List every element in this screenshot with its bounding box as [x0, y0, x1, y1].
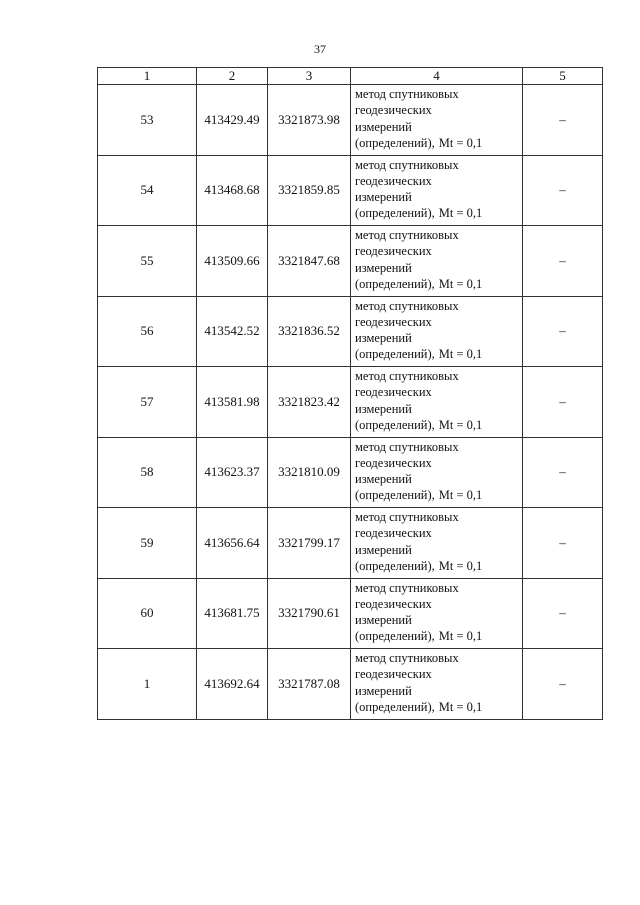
- method-cell: [351, 578, 523, 649]
- coordinates-table: [97, 67, 603, 720]
- method-text-line: измерений: [355, 119, 412, 134]
- note-cell: [523, 155, 603, 226]
- point-number-cell: 59: [98, 508, 197, 579]
- method-text-line: измерений: [355, 613, 412, 628]
- note-dash: –: [559, 464, 566, 480]
- table-row: [98, 367, 603, 438]
- x-coordinate-cell: 413581.98: [197, 367, 268, 438]
- x-coordinate-cell: 413681.75: [197, 578, 268, 649]
- accuracy-value: Mt = 0,1: [438, 347, 483, 362]
- y-coordinate-cell: 3321790.61: [268, 578, 351, 649]
- method-last-line: [355, 346, 520, 362]
- method-text-line: измерений: [355, 331, 412, 346]
- y-coordinate-cell: 3321823.42: [268, 367, 351, 438]
- table-row: [98, 155, 603, 226]
- method-text-line: геодезических: [355, 314, 432, 329]
- method-last-line: [355, 276, 520, 292]
- x-coordinate-cell: 413692.64: [197, 649, 268, 720]
- method-text-line: метод спутниковых: [355, 87, 459, 101]
- note-cell: [523, 226, 603, 297]
- method-text-line: (определений),: [355, 276, 435, 291]
- method-last-line: [355, 558, 520, 574]
- note-cell: [523, 296, 603, 367]
- method-text-line: измерений: [355, 683, 412, 698]
- method-text-line: измерений: [355, 260, 412, 275]
- method-cell: [351, 649, 523, 720]
- method-text-line: (определений),: [355, 699, 435, 714]
- table-row: [98, 226, 603, 297]
- note-dash: –: [559, 534, 566, 550]
- table-row: [98, 296, 603, 367]
- column-header: 5: [523, 68, 603, 85]
- table-row: [98, 85, 603, 156]
- note-cell: [523, 649, 603, 720]
- point-number-cell: 60: [98, 578, 197, 649]
- y-coordinate-cell: 3321859.85: [268, 155, 351, 226]
- y-coordinate-cell: 3321873.98: [268, 85, 351, 156]
- method-last-line: [355, 699, 520, 715]
- note-dash: –: [559, 393, 566, 409]
- note-dash: –: [559, 605, 566, 621]
- method-last-line: [355, 417, 520, 433]
- method-text-line: метод спутниковых: [355, 651, 459, 665]
- method-text-line: метод спутниковых: [355, 298, 459, 313]
- method-text-line: геодезических: [355, 103, 432, 118]
- table-header-row: [98, 68, 603, 85]
- table-body: [98, 85, 603, 720]
- column-header: 3: [268, 68, 351, 85]
- method-cell: [351, 155, 523, 226]
- y-coordinate-cell: 3321799.17: [268, 508, 351, 579]
- method-last-line: [355, 628, 520, 644]
- column-header: 2: [197, 68, 268, 85]
- page-number: 37: [314, 42, 326, 56]
- point-number-cell: 54: [98, 155, 197, 226]
- method-text-line: метод спутниковых: [355, 439, 459, 454]
- accuracy-value: Mt = 0,1: [438, 558, 483, 573]
- method-text-line: геодезических: [355, 455, 432, 470]
- column-header: 1: [98, 68, 197, 85]
- accuracy-value: Mt = 0,1: [438, 488, 483, 503]
- method-text-line: (определений),: [355, 417, 435, 432]
- method-text-line: (определений),: [355, 488, 435, 503]
- method-text-line: метод спутниковых: [355, 580, 459, 595]
- x-coordinate-cell: 413429.49: [197, 85, 268, 156]
- method-text-line: метод спутниковых: [355, 369, 459, 383]
- accuracy-value: Mt = 0,1: [438, 699, 483, 714]
- accuracy-value: Mt = 0,1: [438, 135, 483, 150]
- x-coordinate-cell: 413468.68: [197, 155, 268, 226]
- method-cell: [351, 226, 523, 297]
- method-text-line: измерений: [355, 401, 412, 416]
- method-text-line: (определений),: [355, 206, 435, 221]
- method-text-line: (определений),: [355, 135, 435, 150]
- note-cell: [523, 578, 603, 649]
- accuracy-value: Mt = 0,1: [438, 629, 483, 644]
- accuracy-value: Mt = 0,1: [438, 206, 483, 221]
- method-text-line: (определений),: [355, 558, 435, 573]
- method-cell: [351, 508, 523, 579]
- note-cell: [523, 508, 603, 579]
- method-last-line: [355, 135, 520, 151]
- note-dash: –: [559, 252, 566, 268]
- table-row: [98, 578, 603, 649]
- point-number-cell: 56: [98, 296, 197, 367]
- note-dash: –: [559, 182, 566, 198]
- accuracy-value: Mt = 0,1: [438, 276, 483, 291]
- y-coordinate-cell: 3321810.09: [268, 437, 351, 508]
- note-dash: –: [559, 323, 566, 339]
- y-coordinate-cell: 3321787.08: [268, 649, 351, 720]
- method-text-line: (определений),: [355, 347, 435, 362]
- note-cell: [523, 367, 603, 438]
- method-last-line: [355, 205, 520, 221]
- point-number-cell: 57: [98, 367, 197, 438]
- table-row: [98, 508, 603, 579]
- y-coordinate-cell: 3321836.52: [268, 296, 351, 367]
- method-text-line: геодезических: [355, 173, 432, 188]
- point-number-cell: 53: [98, 85, 197, 156]
- method-text-line: (определений),: [355, 629, 435, 644]
- column-header: 4: [351, 68, 523, 85]
- method-text-line: геодезических: [355, 385, 432, 400]
- method-cell: [351, 85, 523, 156]
- method-text-line: геодезических: [355, 526, 432, 541]
- point-number-cell: 1: [98, 649, 197, 720]
- method-cell: [351, 367, 523, 438]
- point-number-cell: 55: [98, 226, 197, 297]
- method-text-line: метод спутниковых: [355, 228, 459, 242]
- table-row: [98, 437, 603, 508]
- method-text-line: метод спутниковых: [355, 157, 459, 172]
- point-number-cell: 58: [98, 437, 197, 508]
- x-coordinate-cell: 413656.64: [197, 508, 268, 579]
- method-text-line: геодезических: [355, 596, 432, 611]
- method-cell: [351, 296, 523, 367]
- method-cell: [351, 437, 523, 508]
- note-cell: [523, 85, 603, 156]
- method-text-line: геодезических: [355, 667, 432, 682]
- method-last-line: [355, 487, 520, 503]
- note-cell: [523, 437, 603, 508]
- method-text-line: геодезических: [355, 244, 432, 259]
- y-coordinate-cell: 3321847.68: [268, 226, 351, 297]
- table-row: [98, 649, 603, 720]
- x-coordinate-cell: 413623.37: [197, 437, 268, 508]
- x-coordinate-cell: 413542.52: [197, 296, 268, 367]
- method-text-line: измерений: [355, 542, 412, 557]
- method-text-line: измерений: [355, 190, 412, 205]
- note-dash: –: [559, 111, 566, 127]
- method-text-line: метод спутниковых: [355, 510, 459, 524]
- method-text-line: измерений: [355, 472, 412, 487]
- x-coordinate-cell: 413509.66: [197, 226, 268, 297]
- accuracy-value: Mt = 0,1: [438, 417, 483, 432]
- note-dash: –: [559, 675, 566, 691]
